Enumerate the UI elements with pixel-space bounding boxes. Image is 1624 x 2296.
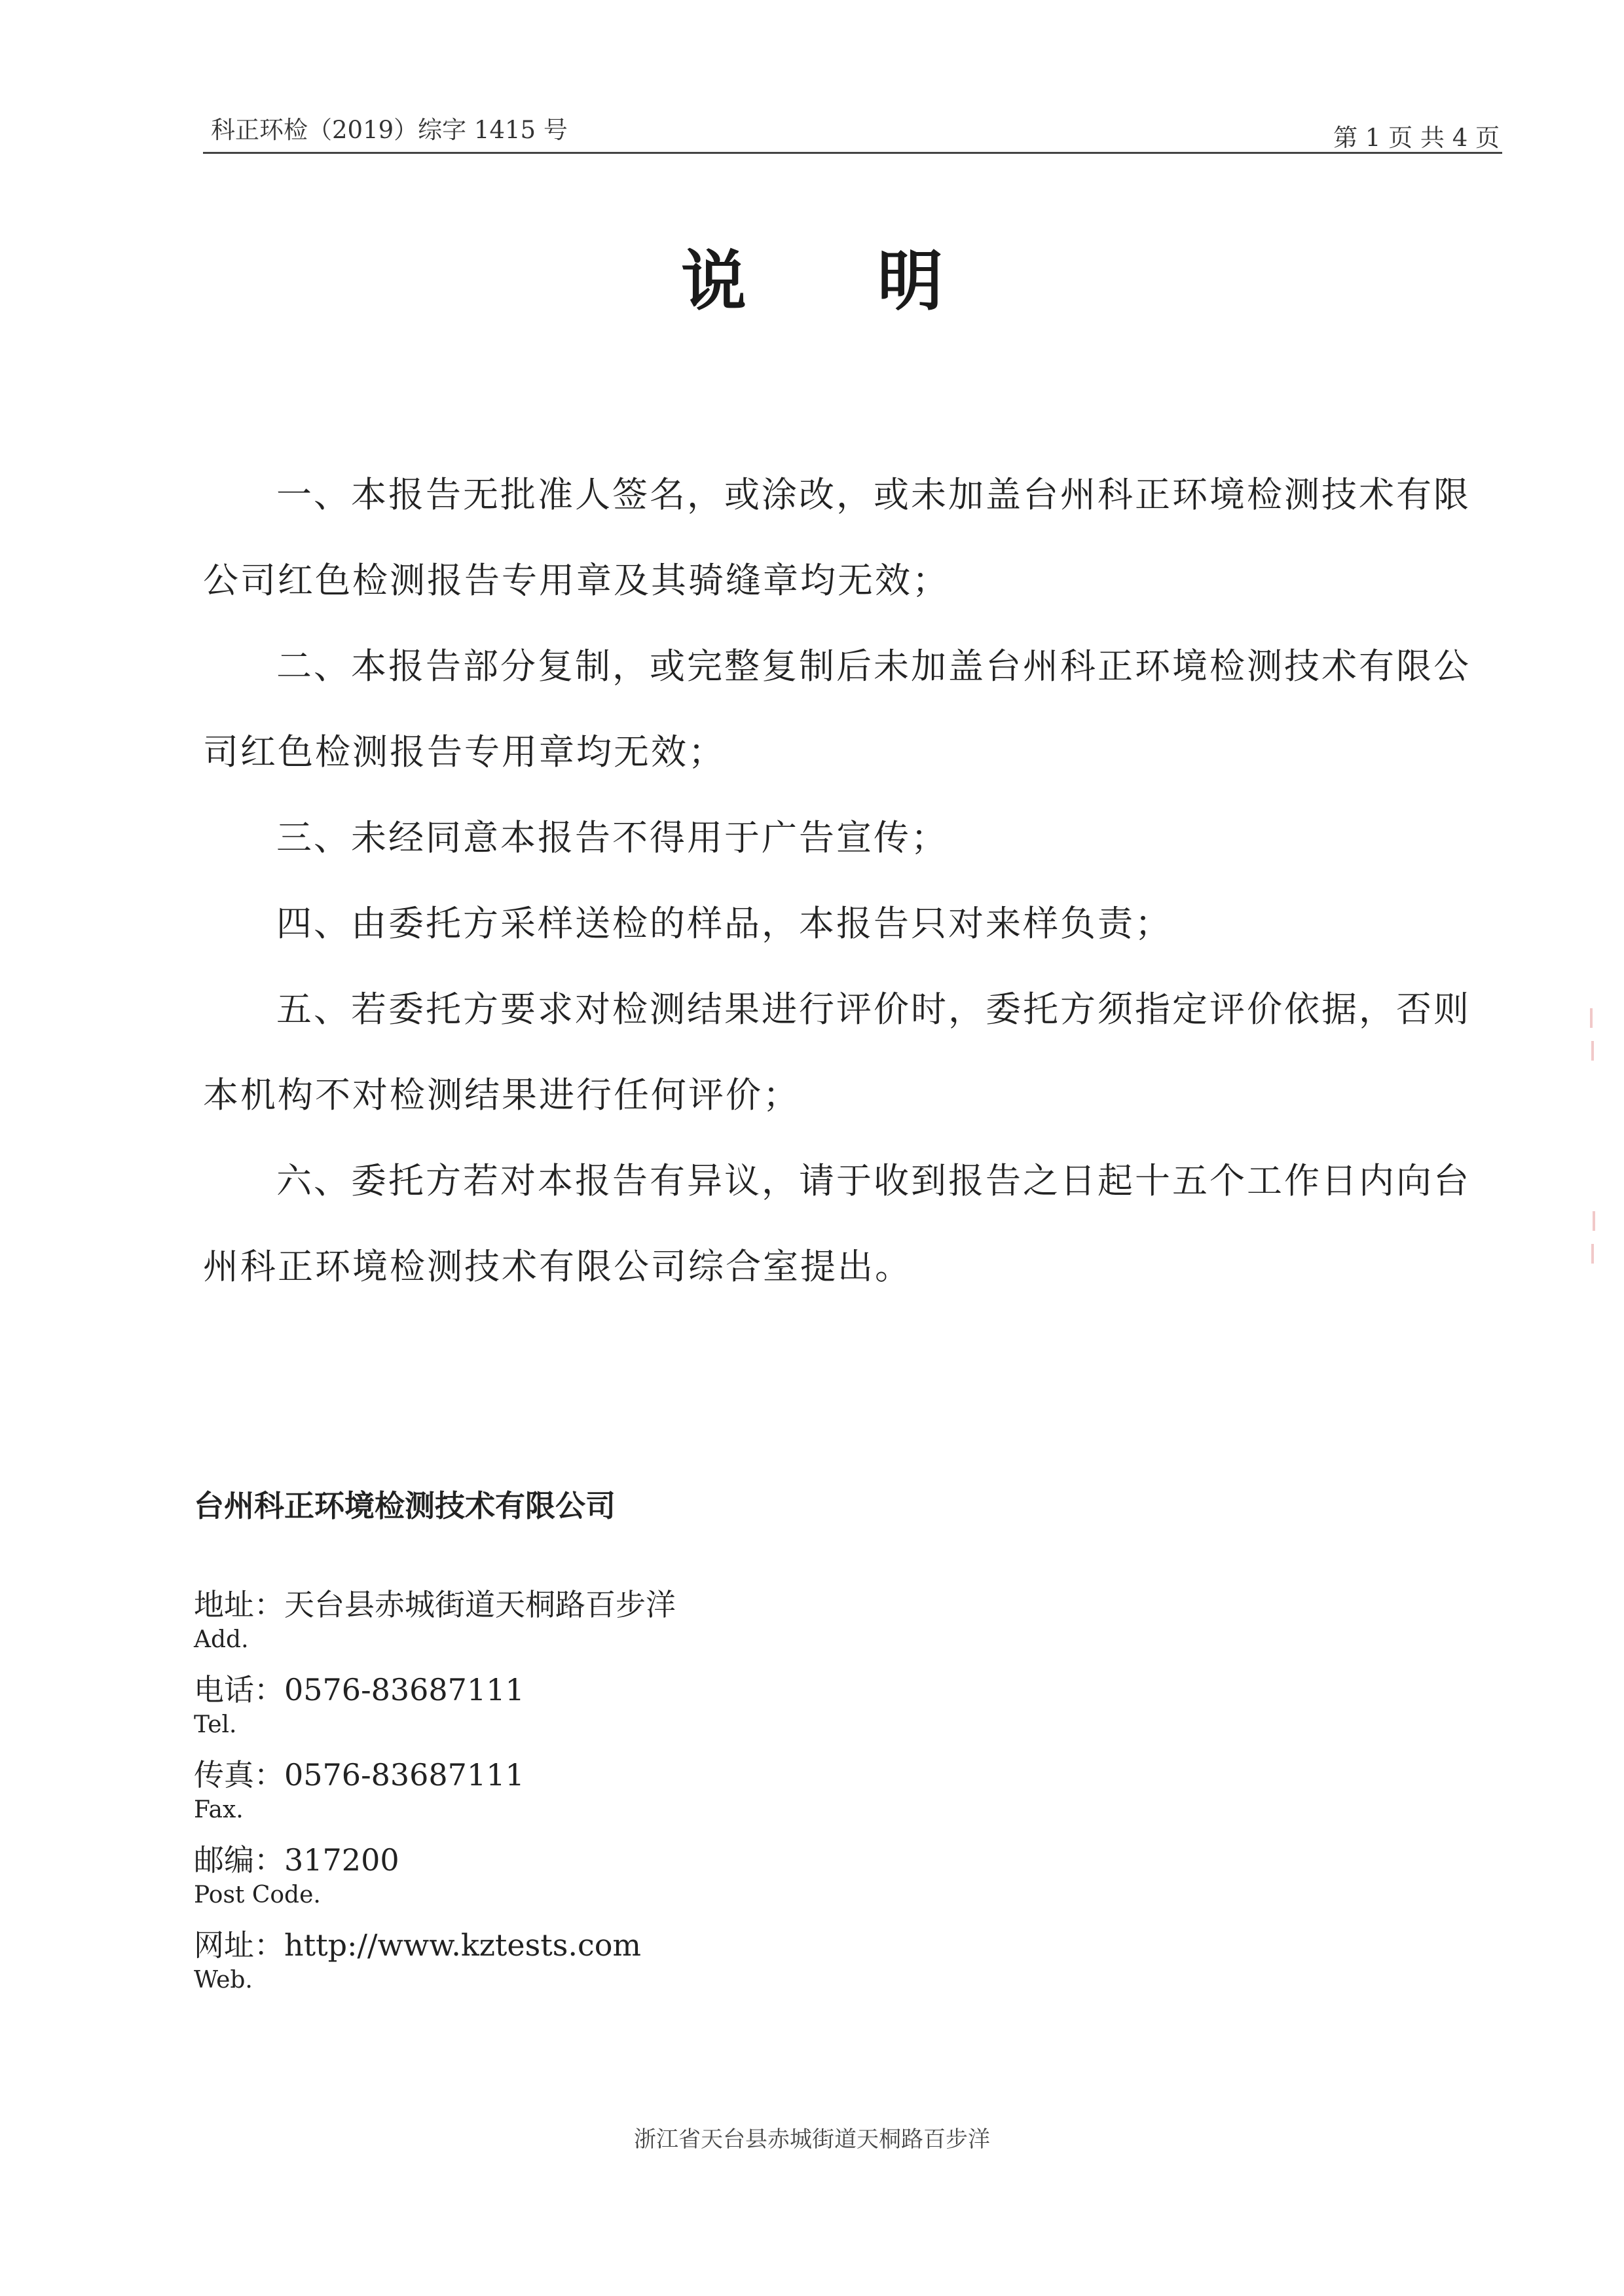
fax-label-en: Fax.: [194, 1796, 244, 1823]
postcode-row: [194, 1838, 1176, 1923]
page-title: 说明: [681, 243, 1074, 319]
phone-value: 电话：0576-83687111: [194, 1672, 525, 1707]
seam-stamp-trace-3: [1593, 1211, 1595, 1231]
website-value: 网址：http://www.kztests.com: [194, 1927, 642, 1963]
clause-5: 五、若委托方要求对检测结果进行评价时，委托方须指定评价依据，否则本机构不对检测结果进行任何评价；: [203, 989, 1471, 1116]
postcode-value: 邮编：317200: [194, 1842, 399, 1878]
clause-list: [203, 452, 1486, 1309]
clause-2: 二、本报告部分复制，或完整复制后未加盖台州科正环境检测技术有限公司红色检测报告专用章均无效；: [203, 646, 1471, 773]
page-indicator: 第 1 页 共 4 页: [1333, 124, 1500, 152]
phone-label-en: Tel.: [194, 1711, 237, 1738]
clause-1: 一、本报告无批准人签名，或涂改，或未加盖台州科正环境检测技术有限公司红色检测报告专用章及其骑缝章均无效；: [203, 474, 1471, 601]
seam-stamp-trace-1: [1590, 1008, 1593, 1028]
phone-row: [194, 1668, 1176, 1753]
postcode-label-en: Post Code.: [194, 1882, 321, 1908]
clause-3: 三、未经同意本报告不得用于广告宣传；: [276, 817, 948, 858]
fax-row: [194, 1753, 1176, 1838]
company-contact-block: [194, 1486, 1176, 2009]
address-row: [194, 1583, 1176, 1668]
address-label-en: Add.: [194, 1626, 249, 1653]
report-number: 科正环检（2019）综字 1415 号: [211, 116, 568, 144]
clause-4: 四、由委托方采样送检的样品，本报告只对来样负责；: [276, 903, 1172, 944]
seam-stamp-trace-2: [1591, 1041, 1594, 1061]
website-label-en: Web.: [194, 1967, 253, 1994]
website-row: [194, 1923, 1176, 2009]
fax-value: 传真：0576-83687111: [194, 1757, 525, 1793]
clause-6: 六、委托方若对本报告有异议，请于收到报告之日起十五个工作日内向台州科正环境检测技术有限公司综合室提出。: [203, 1160, 1471, 1287]
seam-stamp-trace-4: [1591, 1244, 1594, 1264]
footer-address: 浙江省天台县赤城街道天桐路百步洋: [634, 2126, 990, 2153]
company-name: 台州科正环境检测技术有限公司: [194, 1488, 616, 1523]
header-divider: [203, 152, 1502, 154]
address-value: 地址：天台县赤城街道天桐路百步洋: [194, 1587, 676, 1622]
